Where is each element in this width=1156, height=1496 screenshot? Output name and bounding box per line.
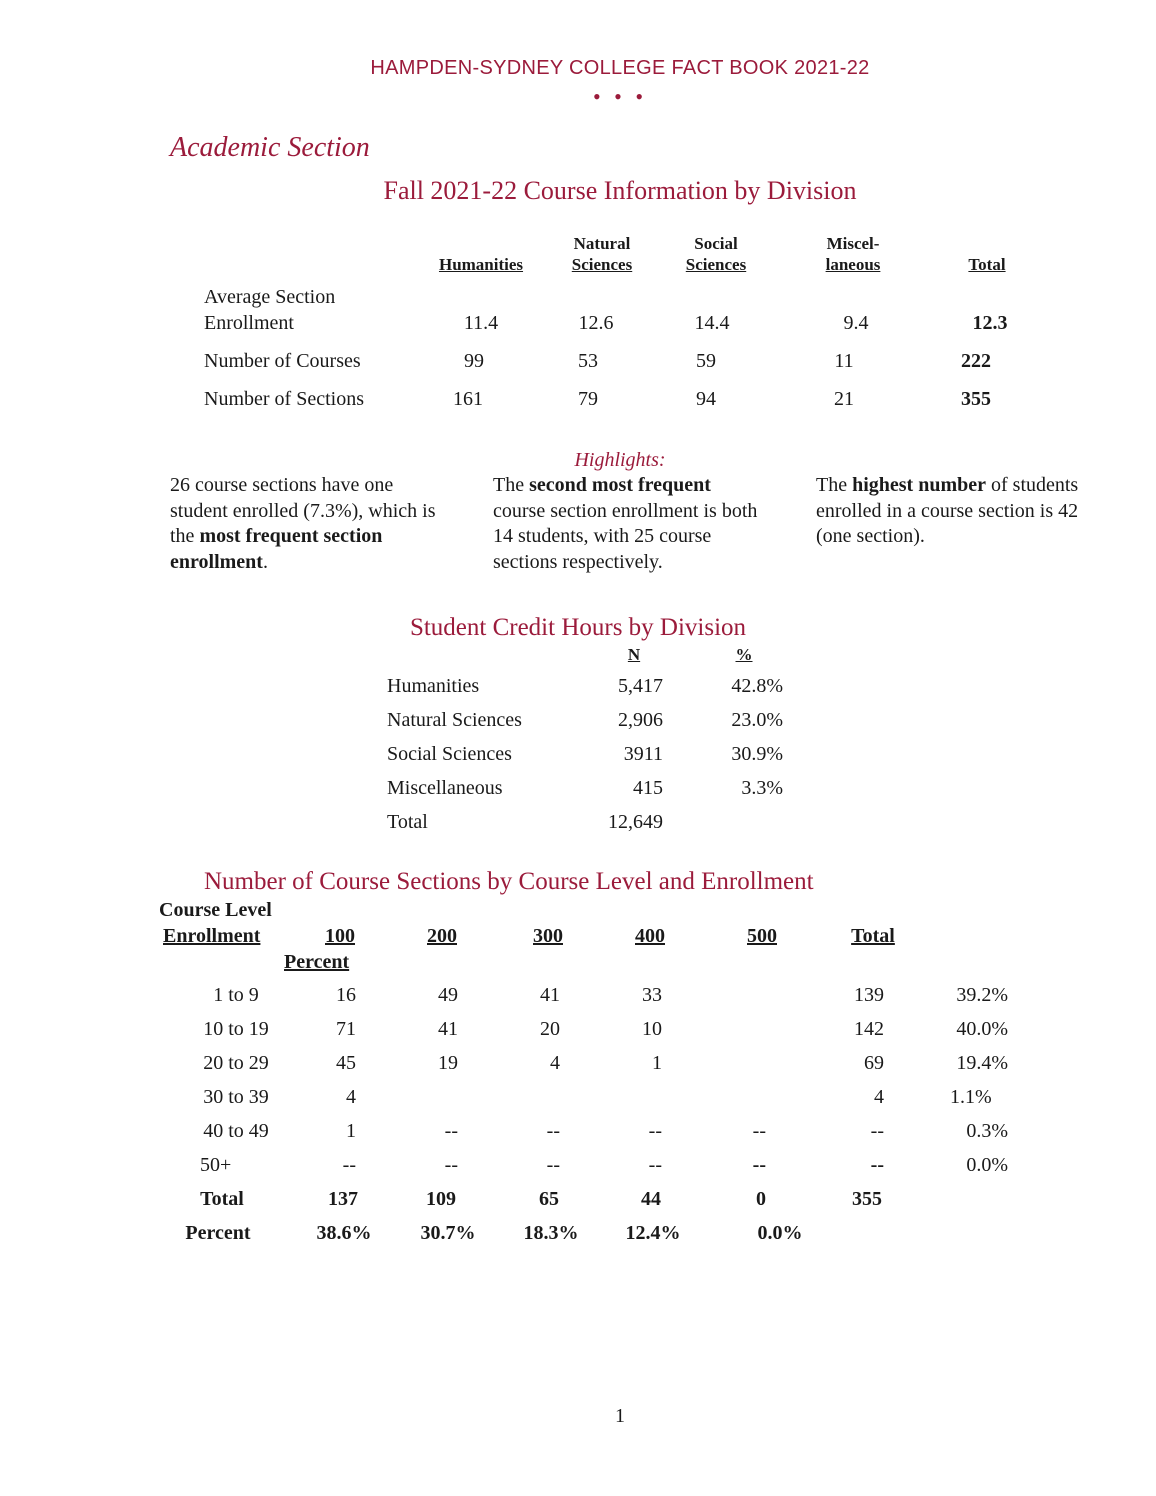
sections-cell: -- xyxy=(752,1120,766,1142)
sections-cell: 41 xyxy=(438,1018,458,1040)
credit-hours-label: Miscellaneous xyxy=(387,777,503,799)
sections-cell-percent: 40.0% xyxy=(956,1018,1008,1040)
credit-hours-n: 12,649 xyxy=(608,811,663,833)
sections-cell: -- xyxy=(648,1154,662,1176)
sections-total-cell: 44 xyxy=(641,1188,661,1210)
course-info-col-miscellaneous: Miscel- laneous xyxy=(825,234,881,274)
sections-head-percent: Percent xyxy=(284,951,350,973)
credit-hours-n: 3911 xyxy=(623,743,663,765)
course-info-cell: 53 xyxy=(578,350,598,372)
credit-hours-pct: 3.3% xyxy=(741,777,783,799)
sections-level-100: 100 xyxy=(325,925,355,947)
sections-row-label: 20 to 29 xyxy=(203,1052,269,1074)
course-info-cell: 94 xyxy=(696,388,716,410)
sections-total-cell: 137 xyxy=(328,1188,358,1210)
course-info-cell: 79 xyxy=(578,388,598,410)
sections-cell-percent: 1.1% xyxy=(950,1086,992,1108)
sections-level-total: Total xyxy=(851,925,895,947)
sections-cell-percent: 0.0% xyxy=(966,1154,1008,1176)
sections-cell: -- xyxy=(648,1120,662,1142)
course-info-cell: 99 xyxy=(464,350,484,372)
credit-hours-pct: 42.8% xyxy=(731,675,783,697)
course-info-cell-total: 12.3 xyxy=(972,312,1008,334)
sections-table-title: Number of Course Sections by Course Level and Enrollment xyxy=(204,868,814,895)
sections-cell-percent: 39.2% xyxy=(956,984,1008,1006)
course-info-cell: 9.4 xyxy=(843,312,869,334)
course-info-col-humanities: Humanities xyxy=(438,255,524,274)
course-info-cell: 11.4 xyxy=(463,312,499,334)
credit-hours-label: Humanities xyxy=(387,675,480,697)
highlight-most-frequent: 26 course sections have one student enrolled (7.3%), which is the most frequent section enrollment. xyxy=(170,474,436,573)
page-number: 1 xyxy=(615,1405,625,1427)
sections-level-200: 200 xyxy=(427,925,457,947)
sections-cell-total: 139 xyxy=(854,984,884,1006)
highlight-second-most-frequent: The second most frequent course section enrollment is both 14 students, with 25 course sections respectively. xyxy=(493,474,758,573)
course-info-row-label: Average Section xyxy=(204,286,336,308)
course-info-col-social-sciences: Social Sciences xyxy=(685,234,747,274)
course-info-title: Fall 2021-22 Course Information by Division xyxy=(383,176,857,205)
course-info-row-label: Enrollment xyxy=(204,312,294,334)
sections-cell: 16 xyxy=(336,984,356,1006)
sections-total-cell: 65 xyxy=(539,1188,559,1210)
sections-level-400: 400 xyxy=(635,925,665,947)
sections-cell: 45 xyxy=(336,1052,356,1074)
course-info-row-label: Number of Sections xyxy=(204,388,364,410)
course-info-row-label: Number of Courses xyxy=(204,350,361,372)
sections-cell: 19 xyxy=(438,1052,458,1074)
sections-row-label: 40 to 49 xyxy=(203,1120,269,1142)
credit-hours-label: Social Sciences xyxy=(387,743,512,765)
sections-level-300: 300 xyxy=(533,925,563,947)
sections-cell-total: -- xyxy=(870,1154,884,1176)
sections-cell: 71 xyxy=(336,1018,356,1040)
credit-hours-n: 5,417 xyxy=(618,675,663,697)
sections-percent-cell: 38.6% xyxy=(316,1222,372,1244)
sections-cell-total: -- xyxy=(870,1120,884,1142)
course-info-cell: 161 xyxy=(453,388,483,410)
credit-hours-col-n: N xyxy=(627,645,641,664)
course-info-col-natural-sciences: Natural Sciences xyxy=(571,234,633,274)
sections-cell-total: 4 xyxy=(874,1086,884,1108)
course-info-cell: 12.6 xyxy=(578,312,614,334)
sections-cell: 49 xyxy=(438,984,458,1006)
sections-head-course-level: Course Level xyxy=(159,899,272,921)
sections-cell: -- xyxy=(752,1154,766,1176)
sections-cell: 4 xyxy=(346,1086,356,1108)
sections-head-enrollment: Enrollment xyxy=(163,925,261,947)
sections-percent-label: Percent xyxy=(185,1222,251,1244)
sections-total-cell: 355 xyxy=(852,1188,882,1210)
course-info-col-total: Total xyxy=(968,255,1006,274)
sections-cell: 41 xyxy=(540,984,560,1006)
course-info-cell: 21 xyxy=(834,388,854,410)
sections-cell: -- xyxy=(444,1120,458,1142)
sections-total-cell: 109 xyxy=(426,1188,456,1210)
sections-percent-cell: 12.4% xyxy=(625,1222,681,1244)
sections-cell: -- xyxy=(444,1154,458,1176)
credit-hours-pct: 30.9% xyxy=(731,743,783,765)
sections-cell: 1 xyxy=(652,1052,662,1074)
sections-cell: 1 xyxy=(346,1120,356,1142)
sections-cell-total: 69 xyxy=(864,1052,884,1074)
sections-row-label: 1 to 9 xyxy=(213,984,259,1006)
sections-cell: 33 xyxy=(642,984,662,1006)
course-info-cell: 59 xyxy=(696,350,716,372)
document-header: HAMPDEN-SYDNEY COLLEGE FACT BOOK 2021-22 xyxy=(370,57,870,79)
course-info-cell: 14.4 xyxy=(694,312,730,334)
credit-hours-col-pct: % xyxy=(735,645,753,664)
sections-percent-cell: 30.7% xyxy=(420,1222,476,1244)
course-info-cell: 11 xyxy=(834,350,854,372)
sections-cell: -- xyxy=(342,1154,356,1176)
sections-row-label: 10 to 19 xyxy=(203,1018,269,1040)
sections-cell-percent: 19.4% xyxy=(956,1052,1008,1074)
sections-cell: 4 xyxy=(550,1052,560,1074)
highlight-highest-number: The highest number of students enrolled in a course section is 42 (one section). xyxy=(816,474,1079,547)
sections-percent-cell: 18.3% xyxy=(523,1222,579,1244)
sections-cell-total: 142 xyxy=(854,1018,884,1040)
sections-cell: 20 xyxy=(540,1018,560,1040)
sections-row-label: 30 to 39 xyxy=(203,1086,269,1108)
sections-total-cell: 0 xyxy=(756,1188,766,1210)
credit-hours-pct: 23.0% xyxy=(731,709,783,731)
course-info-cell-total: 355 xyxy=(961,388,991,410)
credit-hours-n: 2,906 xyxy=(618,709,663,731)
header-dots: • • • xyxy=(592,84,648,109)
sections-cell: -- xyxy=(546,1120,560,1142)
sections-total-label: Total xyxy=(200,1188,244,1210)
sections-row-label: 50+ xyxy=(200,1154,232,1176)
credit-hours-title: Student Credit Hours by Division xyxy=(409,614,747,641)
credit-hours-label: Natural Sciences xyxy=(387,709,522,731)
sections-percent-cell: 0.0% xyxy=(757,1222,803,1244)
course-info-cell-total: 222 xyxy=(961,350,991,372)
sections-cell-percent: 0.3% xyxy=(966,1120,1008,1142)
section-title: Academic Section xyxy=(170,132,370,163)
sections-cell: 10 xyxy=(642,1018,662,1040)
sections-cell: -- xyxy=(546,1154,560,1176)
highlights-label: Highlights: xyxy=(574,449,666,471)
credit-hours-label: Total xyxy=(387,811,428,833)
credit-hours-n: 415 xyxy=(633,777,663,799)
sections-level-500: 500 xyxy=(747,925,777,947)
